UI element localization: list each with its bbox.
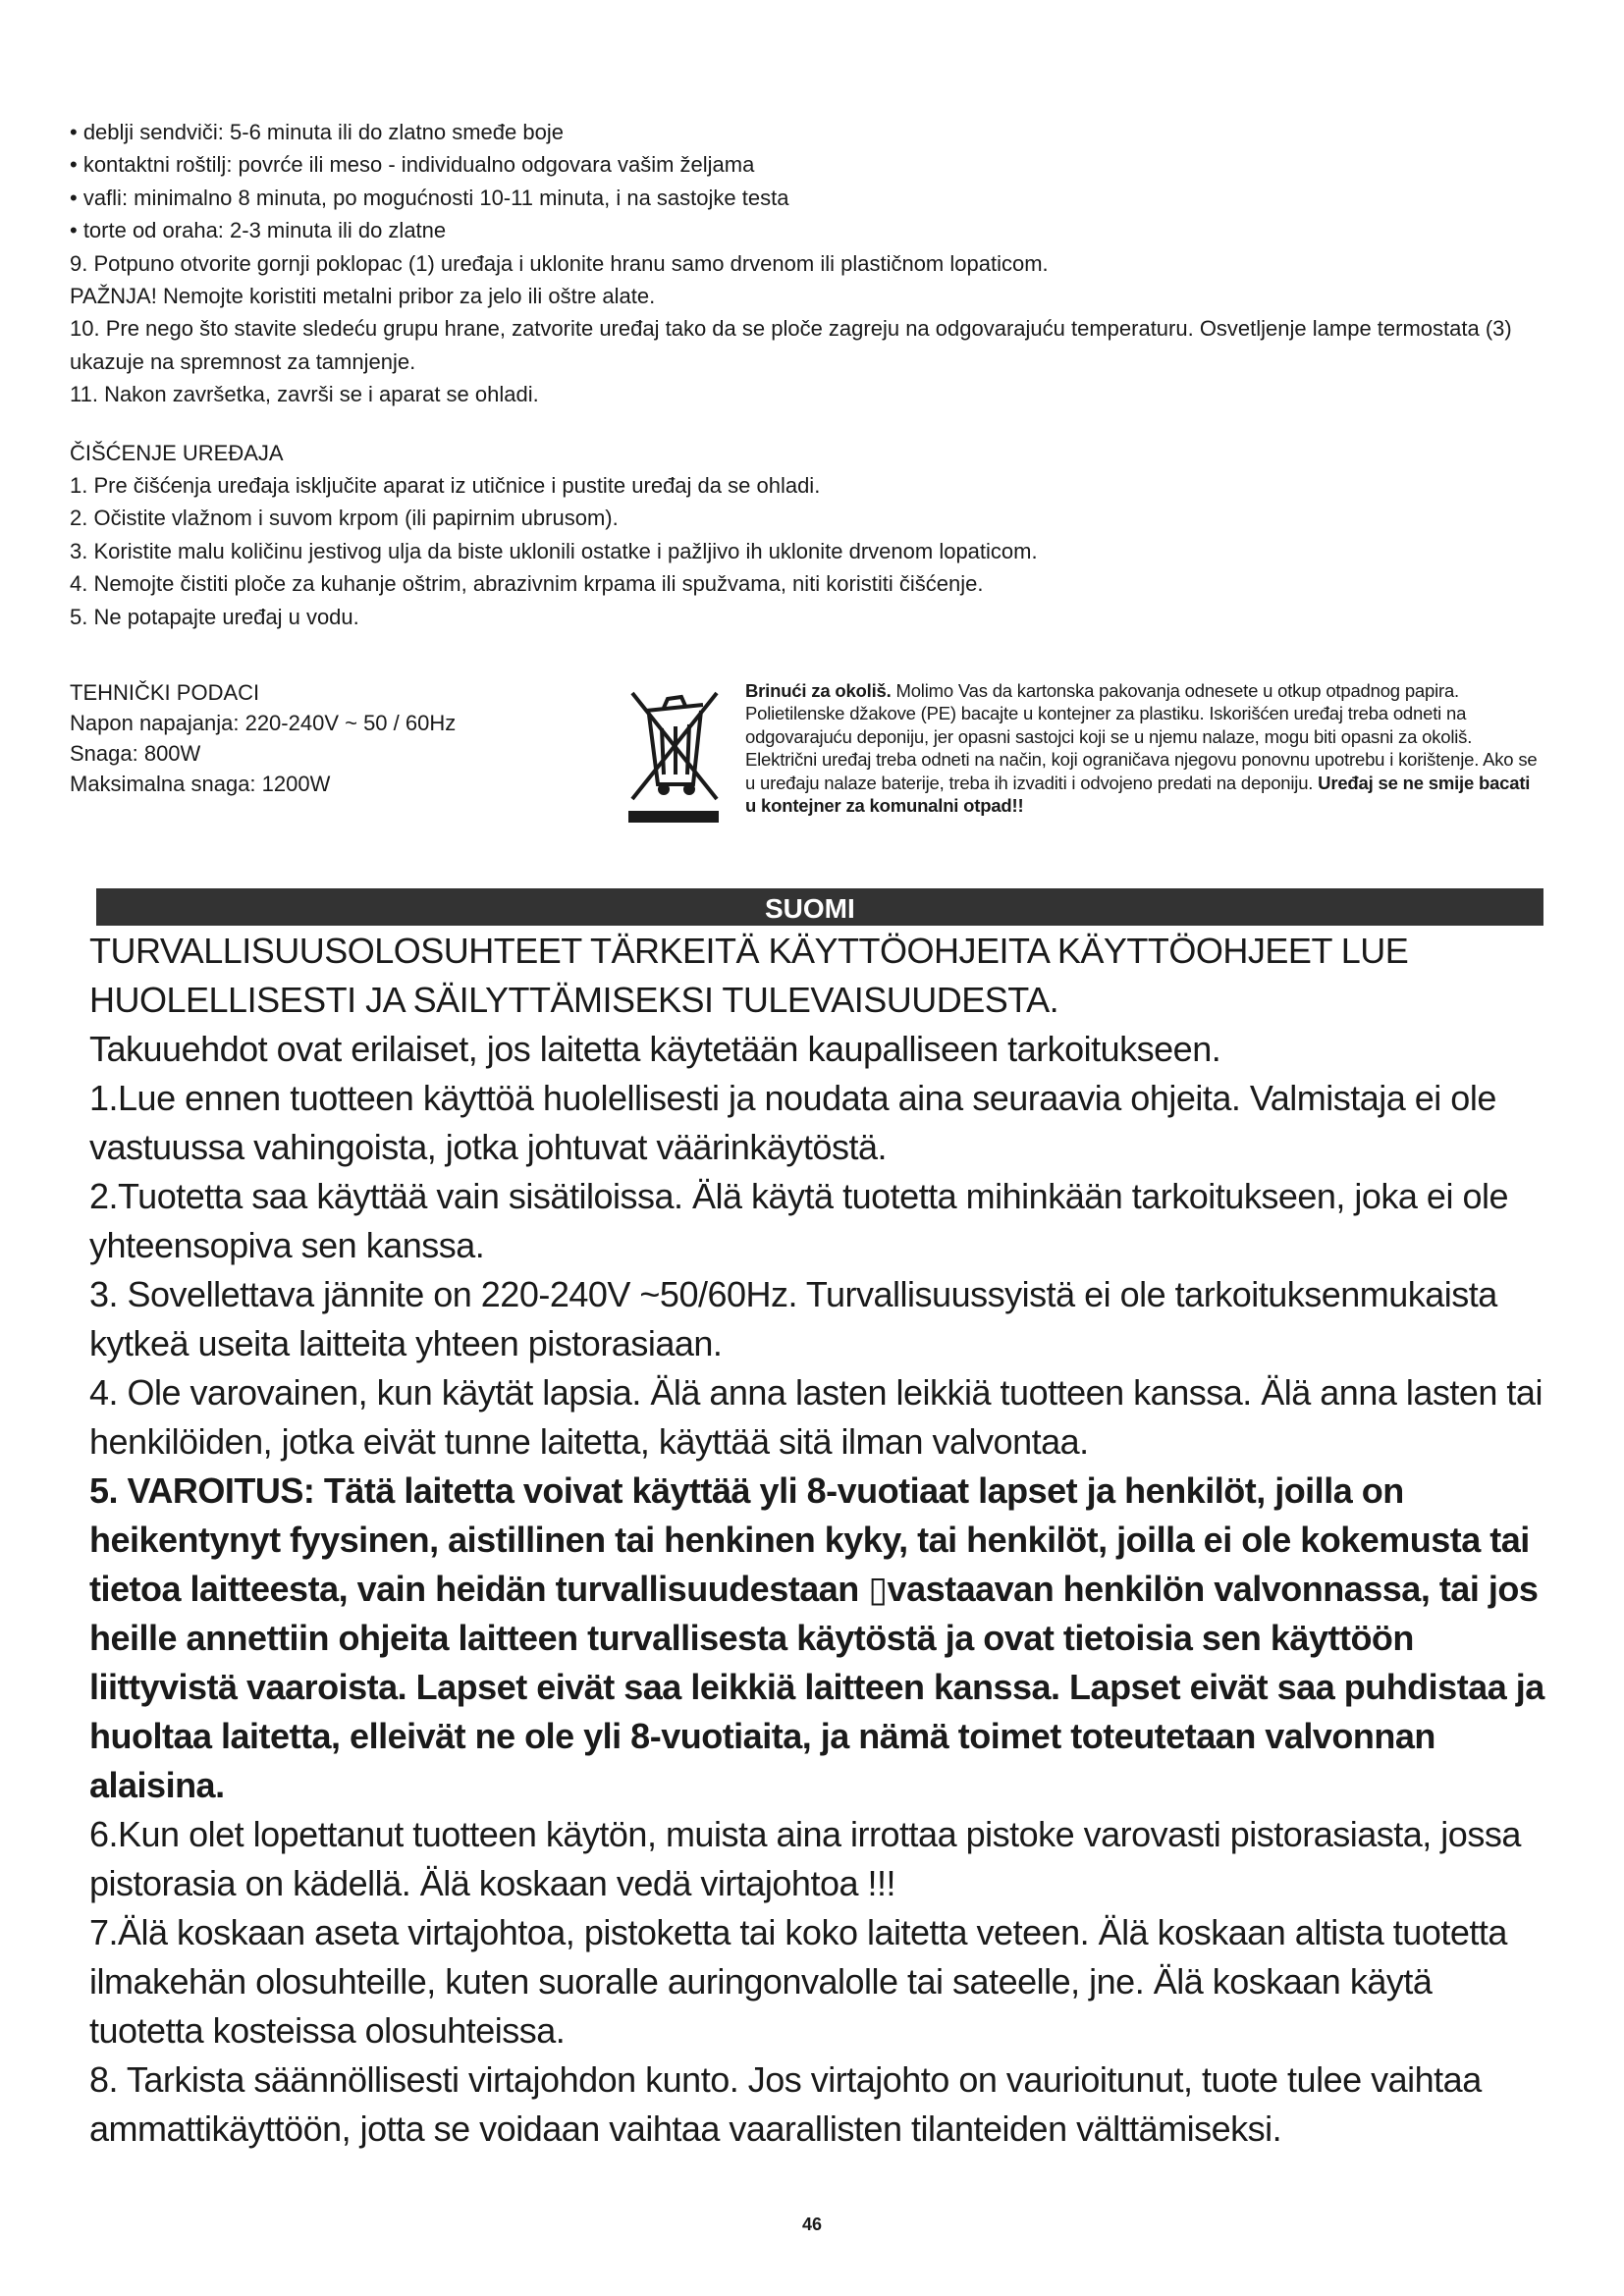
finnish-item-3: 3. Sovellettava jännite on 220-240V ~50/60Hz. Turvallisuussyistä ei ole tarkoituksenmukaista kytkeä useita laitteita yhteen pistorasiaan. [89,1274,1497,1363]
environment-notice-body: Molimo Vas da kartonska pakovanja odnesete u otkup otpadnog papira. Polietilenske džakove (PE) bacajte u kontejner za plastiku. Iskorišćen uređaj treba odneti na odgovarajuću deponiju, jer opasni sastojci koji se u njemu nalaze, mogu biti opasni za okoliš. Električni uređaj treba odneti na način, koji ograničava njegovu ponovnu upotrebu i korištenje. Ako se u uređaju nalaze baterije, treba ih izvaditi i odvojeno predati na deponiju. [745,680,1538,793]
max-power-line: Maksimalna snaga: 1200W [70,772,331,796]
cleaning-step-3: 3. Koristite malu količinu jestivog ulja da biste uklonili ostatke i pažljivo ih uklonite drvenom lopaticom. [70,538,1038,563]
finnish-instructions [89,927,1552,2154]
power-line: Snaga: 800W [70,741,201,766]
warning-line: PAŽNJA! Nemojte koristiti metalni pribor za jelo ili oštre alate. [70,284,656,309]
environment-notice-tail: Uređaj se ne smije bacati u kontejner za komunalni otpad!! [745,772,1531,817]
bullet-waffles: • vafli: minimalno 8 minuta, po mogućnosti 10-11 minuta, i na sastojke testa [70,185,789,210]
serbian-instructions [70,116,1552,633]
finnish-item-7: 7.Älä koskaan aseta virtajohtoa, pistoketta tai koko laitetta veteen. Älä koskaan altista tuotetta ilmakehän olosuhteille, kuten suoralle auringonvalolle tai sateelle, jne. Älä koskaan käytä tuotetta kosteissa olosuhteissa. [89,1912,1507,2051]
finnish-intro: Takuuehdot ovat erilaiset, jos laitetta käytetään kaupalliseen tarkoitukseen. [89,1029,1221,1069]
voltage-line: Napon napajanja: 220-240V ~ 50 / 60Hz [70,711,457,735]
language-banner-label: SUOMI [765,893,855,924]
step-10: 10. Pre nego što stavite sledeću grupu hrane, zatvorite uređaj tako da se ploče zagreju na odgovarajuću temperaturu. Osvetljenje lampe termostata (3) ukazuje na spremnost za tamnjenje. [70,316,1512,374]
finnish-item-6: 6.Kun olet lopettanut tuotteen käytön, muista aina irrottaa pistoke varovasti pistorasiasta, jossa pistorasia on kädellä. Älä koskaan vedä virtajohtoa !!! [89,1814,1521,1903]
technical-data-title: TEHNIČKI PODACI [70,680,260,705]
finnish-item-1: 1.Lue ennen tuotteen käyttöä huolellisesti ja noudata aina seuraavia ohjeita. Valmistaja ei ole vastuussa vahingoista, jotka johtuvat väärinkäytöstä. [89,1078,1496,1167]
finnish-item-4: 4. Ole varovainen, kun käytät lapsia. Älä anna lasten leikkiä tuotteen kanssa. Älä anna lasten tai henkilöiden, jotka eivät tunne laitetta, käyttää sitä ilman valvontaa. [89,1372,1543,1462]
finnish-item-8: 8. Tarkista säännöllisesti virtajohdon kunto. Jos virtajohto on vaurioitunut, tuote tulee vaihtaa ammattikäyttöön, jotta se voidaan vaihtaa vaarallisten tilanteiden välttämiseksi. [89,2059,1482,2149]
finnish-heading: TURVALLISUUSOLOSUHTEET TÄRKEITÄ KÄYTTÖOHJEITA KÄYTTÖOHJEET LUE HUOLELLISESTI JA SÄILYTTÄMISEKSI TULEVAISUUDESTA. [89,931,1409,1020]
cleaning-step-1: 1. Pre čišćenja uređaja isključite aparat iz utičnice i pustite uređaj da se ohladi. [70,473,821,499]
environment-notice [745,679,1541,817]
finnish-item-5-warning: 5. VAROITUS: Tätä laitetta voivat käyttää yli 8-vuotiaat lapset ja henkilöt, joilla on heikentynyt fyysinen, aistillinen tai henkinen kyky, tai henkilöt, joilla ei ole kokemusta tai tietoa laitteesta, vain heidän turvallisuudestaan ▯vastaavan henkilön valvonnassa, tai jos heille annettiin ohjeita laitteen turvallisesta käytöstä ja ovat tietoisia sen käyttöön liittyvistä vaaroista. Lapset eivät saa leikkiä laitteen kanssa. Lapset eivät saa puhdistaa ja huoltaa laitetta, elleivät ne ole yli 8-vuotiaita, ja nämä toimet toteutetaan valvonnan alaisina. [89,1470,1544,1805]
bullet-contact-grill: • kontaktni roštilj: povrće ili meso - individualno odgovara vašim željama [70,152,755,178]
finnish-item-2: 2.Tuotetta saa käyttää vain sisätiloissa. Älä käytä tuotetta mihinkään tarkoitukseen, joka ei ole yhteensopiva sen kanssa. [89,1176,1508,1265]
cleaning-step-4: 4. Nemojte čistiti ploče za kuhanje oštrim, abrazivnim krpama ili spužvama, niti koristiti čišćenje. [70,571,984,597]
page-number: 46 [801,2215,823,2234]
language-banner [96,888,1543,926]
environment-notice-lead: Brinući za okoliš. [745,680,892,701]
step-9: 9. Potpuno otvorite gornji poklopac (1) uređaja i uklonite hranu samo drvenom ili plastičnom lopaticom. [70,250,1049,276]
cleaning-step-2: 2. Očistite vlažnom i suvom krpom (ili papirnim ubrusom). [70,506,619,531]
step-11: 11. Nakon završetka, završi se i aparat se ohladi. [70,382,539,407]
bullet-nut-cakes: • torte od oraha: 2-3 minuta ili do zlatne [70,218,447,243]
crossed-out-wheelie-bin-icon [624,681,723,828]
bullet-thick-sandwiches: • deblji sendviči: 5-6 minuta ili do zlatno smeđe boje [70,120,564,144]
technical-data [70,677,580,799]
cleaning-step-5: 5. Ne potapajte uređaj u vodu. [70,604,359,629]
cleaning-title: ČIŠĆENJE UREĐAJA [70,440,284,465]
